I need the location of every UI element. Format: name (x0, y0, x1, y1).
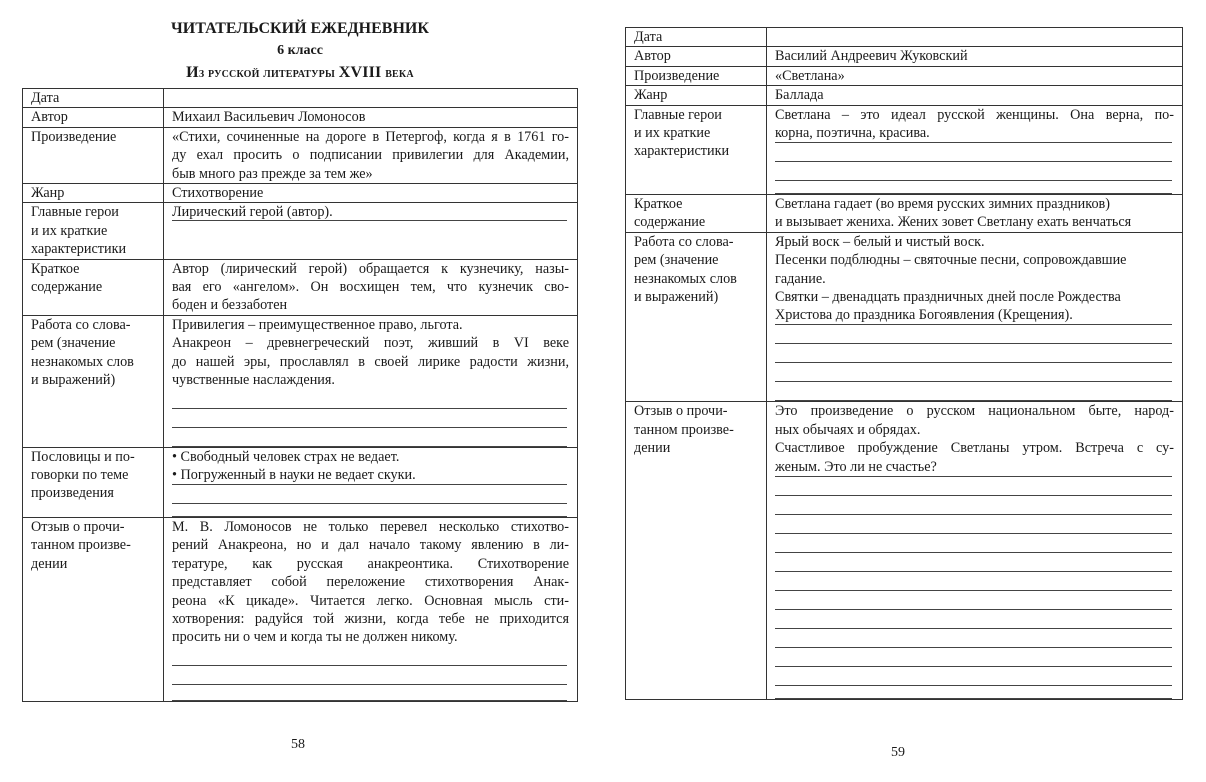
label-proverbs (23, 447, 164, 517)
section-title-rest: з русской литературы (198, 66, 335, 81)
writing-line (775, 181, 1172, 194)
label-line: незнакомых слов (31, 353, 134, 370)
row-work (23, 127, 578, 183)
label-line: Краткое (31, 260, 80, 277)
row-author (626, 47, 1183, 66)
row-summary (626, 195, 1183, 233)
vocab-line: Песенки подблюдны – святочные песни, сопровождавшие (775, 252, 1127, 269)
summary-line: вая его «ангелом». Он восхищен тем, что кузнечик сво- (172, 279, 569, 296)
page-number: 58 (291, 737, 305, 752)
row-proverbs (23, 447, 578, 517)
row-summary (23, 259, 578, 315)
writing-line (775, 534, 1172, 553)
work-line: быв много раз прежде за тем же» (172, 165, 373, 182)
label-vocab (626, 232, 767, 402)
label-line: характеристики (634, 143, 730, 160)
label-line: Отзыв о прочи- (31, 518, 125, 535)
label-heroes (626, 105, 767, 194)
summary-line: боден и беззаботен (172, 297, 288, 314)
value-date[interactable] (164, 89, 578, 108)
writing-line (775, 143, 1172, 162)
label-author: Автор (626, 47, 767, 66)
review-line: женым. Это ли не счастье? (775, 458, 1172, 477)
writing-line (172, 409, 567, 428)
writing-line (775, 591, 1172, 610)
row-review (23, 517, 578, 701)
section-title-cap: И (186, 64, 199, 81)
row-genre (626, 86, 1183, 105)
right-page (603, 0, 1206, 782)
page-header (22, 18, 578, 85)
grade-label: 6 класс (277, 43, 323, 58)
value-vocab[interactable] (164, 315, 578, 447)
label-author: Автор (23, 108, 164, 127)
reading-diary-table-right (625, 27, 1183, 700)
review-line: рений Анакреона, но и дал начало такому явлению в ли- (172, 537, 569, 554)
value-work[interactable]: «Светлана» (767, 66, 1183, 85)
label-line: и выражений) (634, 289, 719, 306)
writing-line (172, 666, 567, 685)
row-vocab (626, 232, 1183, 402)
value-heroes[interactable] (164, 203, 578, 259)
row-review (626, 402, 1183, 699)
writing-line (775, 667, 1172, 686)
label-line: содержание (634, 214, 706, 231)
writing-line (775, 629, 1172, 648)
vocab-line: Привилегия – преимущественное право, льгота. (172, 316, 463, 333)
label-summary (626, 195, 767, 233)
writing-line (775, 686, 1172, 699)
value-summary[interactable] (164, 259, 578, 315)
review-line: просить ни о чем и когда ты не должен никому. (172, 629, 458, 646)
label-vocab (23, 315, 164, 447)
label-line: характеристики (31, 241, 127, 258)
value-review[interactable] (164, 517, 578, 701)
review-line: М. В. Ломоносов не только перевел несколько стихотво- (172, 518, 569, 535)
value-author[interactable]: Василий Андреевич Жуковский (767, 47, 1183, 66)
vocab-line: Христова до праздника Богоявления (Крещения). (775, 306, 1172, 325)
value-work[interactable] (164, 127, 578, 183)
vocab-line: Анакреон – древнегреческий поэт, живший в VI веке (172, 335, 569, 352)
vocab-line: Ярый воск – белый и чистый воск. (775, 233, 985, 250)
review-line: ных обычаях и обрядах. (775, 421, 921, 438)
writing-line (172, 390, 567, 409)
section-title (22, 62, 578, 85)
label-line: рем (значение (634, 252, 719, 269)
label-work: Произведение (626, 66, 767, 85)
value-genre[interactable]: Баллада (767, 86, 1183, 105)
summary-line: и вызывает жениха. Жених зовет Светлану ехать венчаться (775, 214, 1132, 231)
vocab-line: гадание. (775, 270, 826, 287)
proverb-item: • Свободный человек страх не ведает. (172, 448, 400, 465)
label-line: танном произве- (31, 537, 131, 554)
writing-line (775, 344, 1172, 363)
row-author (23, 108, 578, 127)
label-heroes (23, 203, 164, 259)
label-work: Произведение (23, 127, 164, 183)
label-line: дении (31, 555, 68, 572)
label-line: рем (значение (31, 335, 116, 352)
label-line: незнакомых слов (634, 270, 737, 287)
label-date: Дата (626, 28, 767, 47)
row-date (23, 89, 578, 108)
writing-line (172, 685, 567, 701)
label-line: танном произве- (634, 421, 734, 438)
review-line: тературе, как русская анакреонтика. Стихотворение (172, 555, 569, 572)
label-line: и выражений) (31, 372, 116, 389)
writing-line (775, 572, 1172, 591)
label-genre: Жанр (626, 86, 767, 105)
review-line: Это произведение о русском национальном быте, народ- (775, 403, 1174, 420)
writing-line (775, 363, 1172, 382)
review-line: Счастливое пробуждение Светланы утром. Встреча с су- (775, 440, 1174, 457)
value-proverbs[interactable] (164, 447, 578, 517)
label-line: Пословицы и по- (31, 448, 135, 465)
value-author[interactable]: Михаил Васильевич Ломоносов (164, 108, 578, 127)
label-line: Краткое (634, 196, 683, 213)
summary-line: Светлана гадает (во время русских зимних праздников) (775, 196, 1110, 213)
value-review[interactable] (767, 402, 1183, 699)
section-title-tail: века (385, 66, 414, 81)
heroes-line: корна, поэтична, красива. (775, 124, 1172, 143)
label-line: содержание (31, 279, 103, 296)
writing-line (775, 382, 1172, 401)
label-summary (23, 259, 164, 315)
work-line: ду ехал просить о подписании привилегии для Академии, (172, 147, 569, 164)
writing-line (775, 553, 1172, 572)
row-vocab (23, 315, 578, 447)
vocab-line: чувственные наслаждения. (172, 372, 335, 389)
label-line: произведения (31, 485, 114, 502)
section-title-century: XVIII (338, 64, 382, 81)
vocab-line: Святки – двенадцать праздничных дней после Рождества (775, 289, 1121, 306)
label-date: Дата (23, 89, 164, 108)
label-genre: Жанр (23, 184, 164, 203)
value-genre[interactable]: Стихотворение (164, 184, 578, 203)
page-number: 59 (891, 745, 905, 760)
writing-line (172, 485, 567, 504)
label-line: и их краткие (31, 222, 108, 239)
writing-line (775, 515, 1172, 534)
label-review (23, 517, 164, 701)
heroes-line: Лирический герой (автор). (172, 203, 567, 221)
writing-line (775, 496, 1172, 515)
writing-line (775, 162, 1172, 181)
writing-line (172, 428, 567, 447)
label-line: Главные герои (31, 204, 119, 221)
writing-line (775, 325, 1172, 344)
writing-line (775, 477, 1172, 496)
proverb-item: • Погруженный в науки не ведает скуки. (172, 466, 567, 485)
row-date (626, 28, 1183, 47)
review-line: представляет собой переложение стихотворения Анак- (172, 574, 569, 591)
label-review (626, 402, 767, 699)
value-heroes[interactable] (767, 105, 1183, 194)
diary-heading: ЧИТАТЕЛЬСКИЙ ЕЖЕДНЕВНИК (171, 20, 429, 37)
label-line: Работа со слова- (31, 316, 131, 333)
value-summary[interactable] (767, 195, 1183, 233)
row-heroes (23, 203, 578, 259)
label-line: говорки по теме (31, 466, 129, 483)
value-vocab[interactable] (767, 232, 1183, 402)
writing-line (172, 647, 567, 666)
work-line: «Стихи, сочиненные на дороге в Петергоф, когда я в 1761 го- (172, 128, 569, 145)
vocab-line: до нашей эры, прославлял в своей лирике радости жизни, (172, 353, 569, 370)
writing-line (775, 648, 1172, 667)
writing-line (775, 610, 1172, 629)
row-genre (23, 184, 578, 203)
review-line: реона «К цикаде». Читается легко. Основная мысль сти- (172, 592, 569, 609)
label-line: Главные герои (634, 106, 722, 123)
row-heroes (626, 105, 1183, 194)
heroes-line: Светлана – это идеал русской женщины. Она верна, по- (775, 106, 1174, 123)
writing-line (172, 504, 567, 517)
value-date[interactable] (767, 28, 1183, 47)
review-line: хотворения: радуйся той жизни, когда тебе не приходится (172, 610, 569, 627)
reading-diary-table-left (22, 88, 578, 702)
label-line: Отзыв о прочи- (634, 403, 728, 420)
summary-line: Автор (лирический герой) обращается к кузнечику, назы- (172, 260, 569, 277)
label-line: Работа со слова- (634, 233, 734, 250)
label-line: и их краткие (634, 125, 711, 142)
row-work (626, 66, 1183, 85)
label-line: дении (634, 440, 671, 457)
